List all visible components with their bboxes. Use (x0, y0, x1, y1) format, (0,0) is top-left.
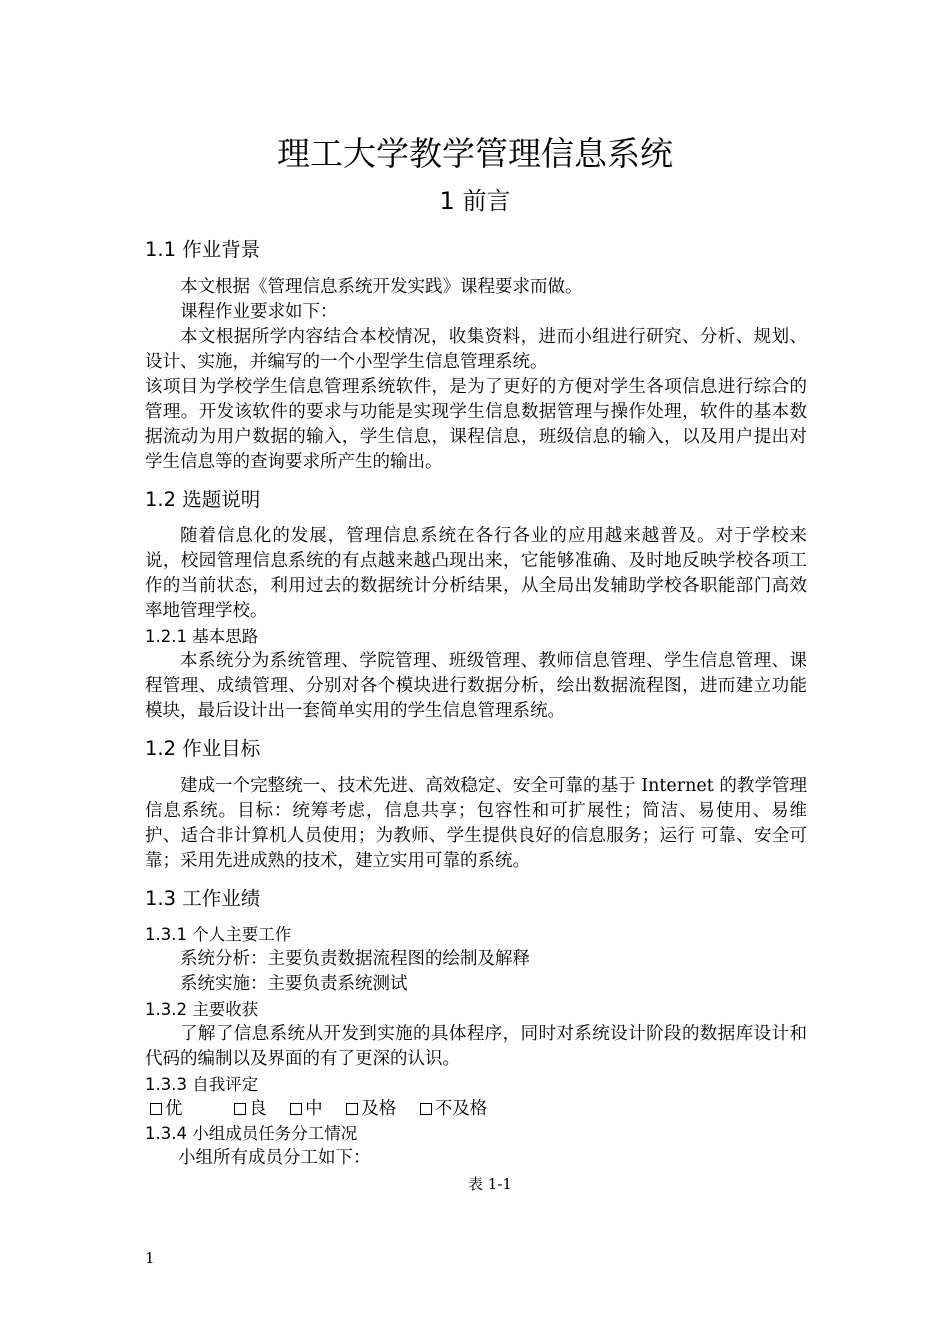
paragraph: 该项目为学校学生信息管理系统软件，是为了更好的方便对学生各项信息进行综合的管理。开发该软件的要求与功能是实现学生信息数据管理与操作处理，软件的基本数据流动为用户数据的输入，学生信息，课程信息，班级信息的输入，以及用户提出对学生信息等的查询要求所产生的输出。 (145, 377, 807, 472)
subsection-heading-1-2-1: 1.2.1 基本思路 (145, 627, 259, 646)
paragraph: 本系统分为系统管理、学院管理、班级管理、教师信息管理、学生信息管理、课程管理、成绩管理、分别对各个模块进行数据分析，绘出数据流程图，进而建立功能模块，最后设计出一套简单实用的学生信息管理系统。 (145, 651, 807, 721)
list-item: 系统分析：主要负责数据流程图的绘制及解释 (180, 949, 530, 969)
chapter-heading: 1 前言 (439, 187, 511, 215)
section-heading-1-3: 1.3 工作业绩 (145, 887, 261, 910)
paragraph: 建成一个完整统一、技术先进、高效稳定、安全可靠的基于 Internet 的教学管理信息系统。目标：统筹考虑，信息共享；包容性和可扩展性；简洁、易使用、易维护、适合非计算机人员使用；为教师、学生提供良好的信息服务；运行 可靠、安全可靠；采用先进成熟的技术，建立实用可靠的系统。 (145, 776, 807, 871)
document-title: 理工大学教学管理信息系统 (277, 134, 673, 173)
rating-option[interactable] (150, 1097, 183, 1122)
rating-label: 优 (165, 1099, 183, 1119)
paragraph: 课程作业要求如下： (180, 302, 338, 322)
checkbox-icon[interactable] (150, 1103, 162, 1115)
rating-option[interactable] (420, 1097, 488, 1122)
checkbox-icon[interactable] (346, 1103, 358, 1115)
table-caption: 表 1-1 (468, 1175, 512, 1193)
subsection-heading-1-3-2: 1.3.2 主要收获 (145, 1000, 259, 1019)
rating-label: 不及格 (434, 1099, 488, 1119)
subsection-heading-1-3-4: 1.3.4 小组成员任务分工情况 (145, 1124, 358, 1143)
section-heading-1-2: 1.2 选题说明 (145, 488, 261, 511)
subsection-heading-1-3-1: 1.3.1 个人主要工作 (145, 925, 292, 944)
self-rating-options (150, 1097, 505, 1122)
rating-option[interactable] (234, 1097, 267, 1122)
checkbox-icon[interactable] (234, 1103, 246, 1115)
rating-option[interactable] (346, 1097, 396, 1122)
section-heading-1-1: 1.1 作业背景 (145, 238, 261, 261)
page-number: 1 (145, 1249, 155, 1267)
rating-label: 良 (249, 1099, 267, 1119)
list-item: 系统实施：主要负责系统测试 (180, 974, 408, 994)
rating-label: 及格 (361, 1099, 397, 1119)
paragraph: 随着信息化的发展，管理信息系统在各行各业的应用越来越普及。对于学校来说，校园管理信息系统的有点越来越凸现出来，它能够准确、及时地反映学校各项工作的当前状态，利用过去的数据统计分析结果，从全局出发辅助学校各职能部门高效率地管理学校。 (145, 526, 807, 621)
rating-option[interactable] (290, 1097, 323, 1122)
rating-label: 中 (305, 1099, 323, 1119)
paragraph: 小组所有成员分工如下： (178, 1148, 371, 1168)
paragraph: 了解了信息系统从开发到实施的具体程序，同时对系统设计阶段的数据库设计和代码的编制以及界面的有了更深的认识。 (145, 1024, 807, 1069)
paragraph: 本文根据所学内容结合本校情况，收集资料，进而小组进行研究、分析、规划、设计、实施，并编写的一个小型学生信息管理系统。 (145, 327, 807, 372)
checkbox-icon[interactable] (290, 1103, 302, 1115)
paragraph: 本文根据《管理信息系统开发实践》课程要求而做。 (180, 277, 583, 297)
section-heading-goal: 1.2 作业目标 (145, 737, 261, 760)
subsection-heading-1-3-3: 1.3.3 自我评定 (145, 1075, 259, 1094)
checkbox-icon[interactable] (420, 1103, 432, 1115)
